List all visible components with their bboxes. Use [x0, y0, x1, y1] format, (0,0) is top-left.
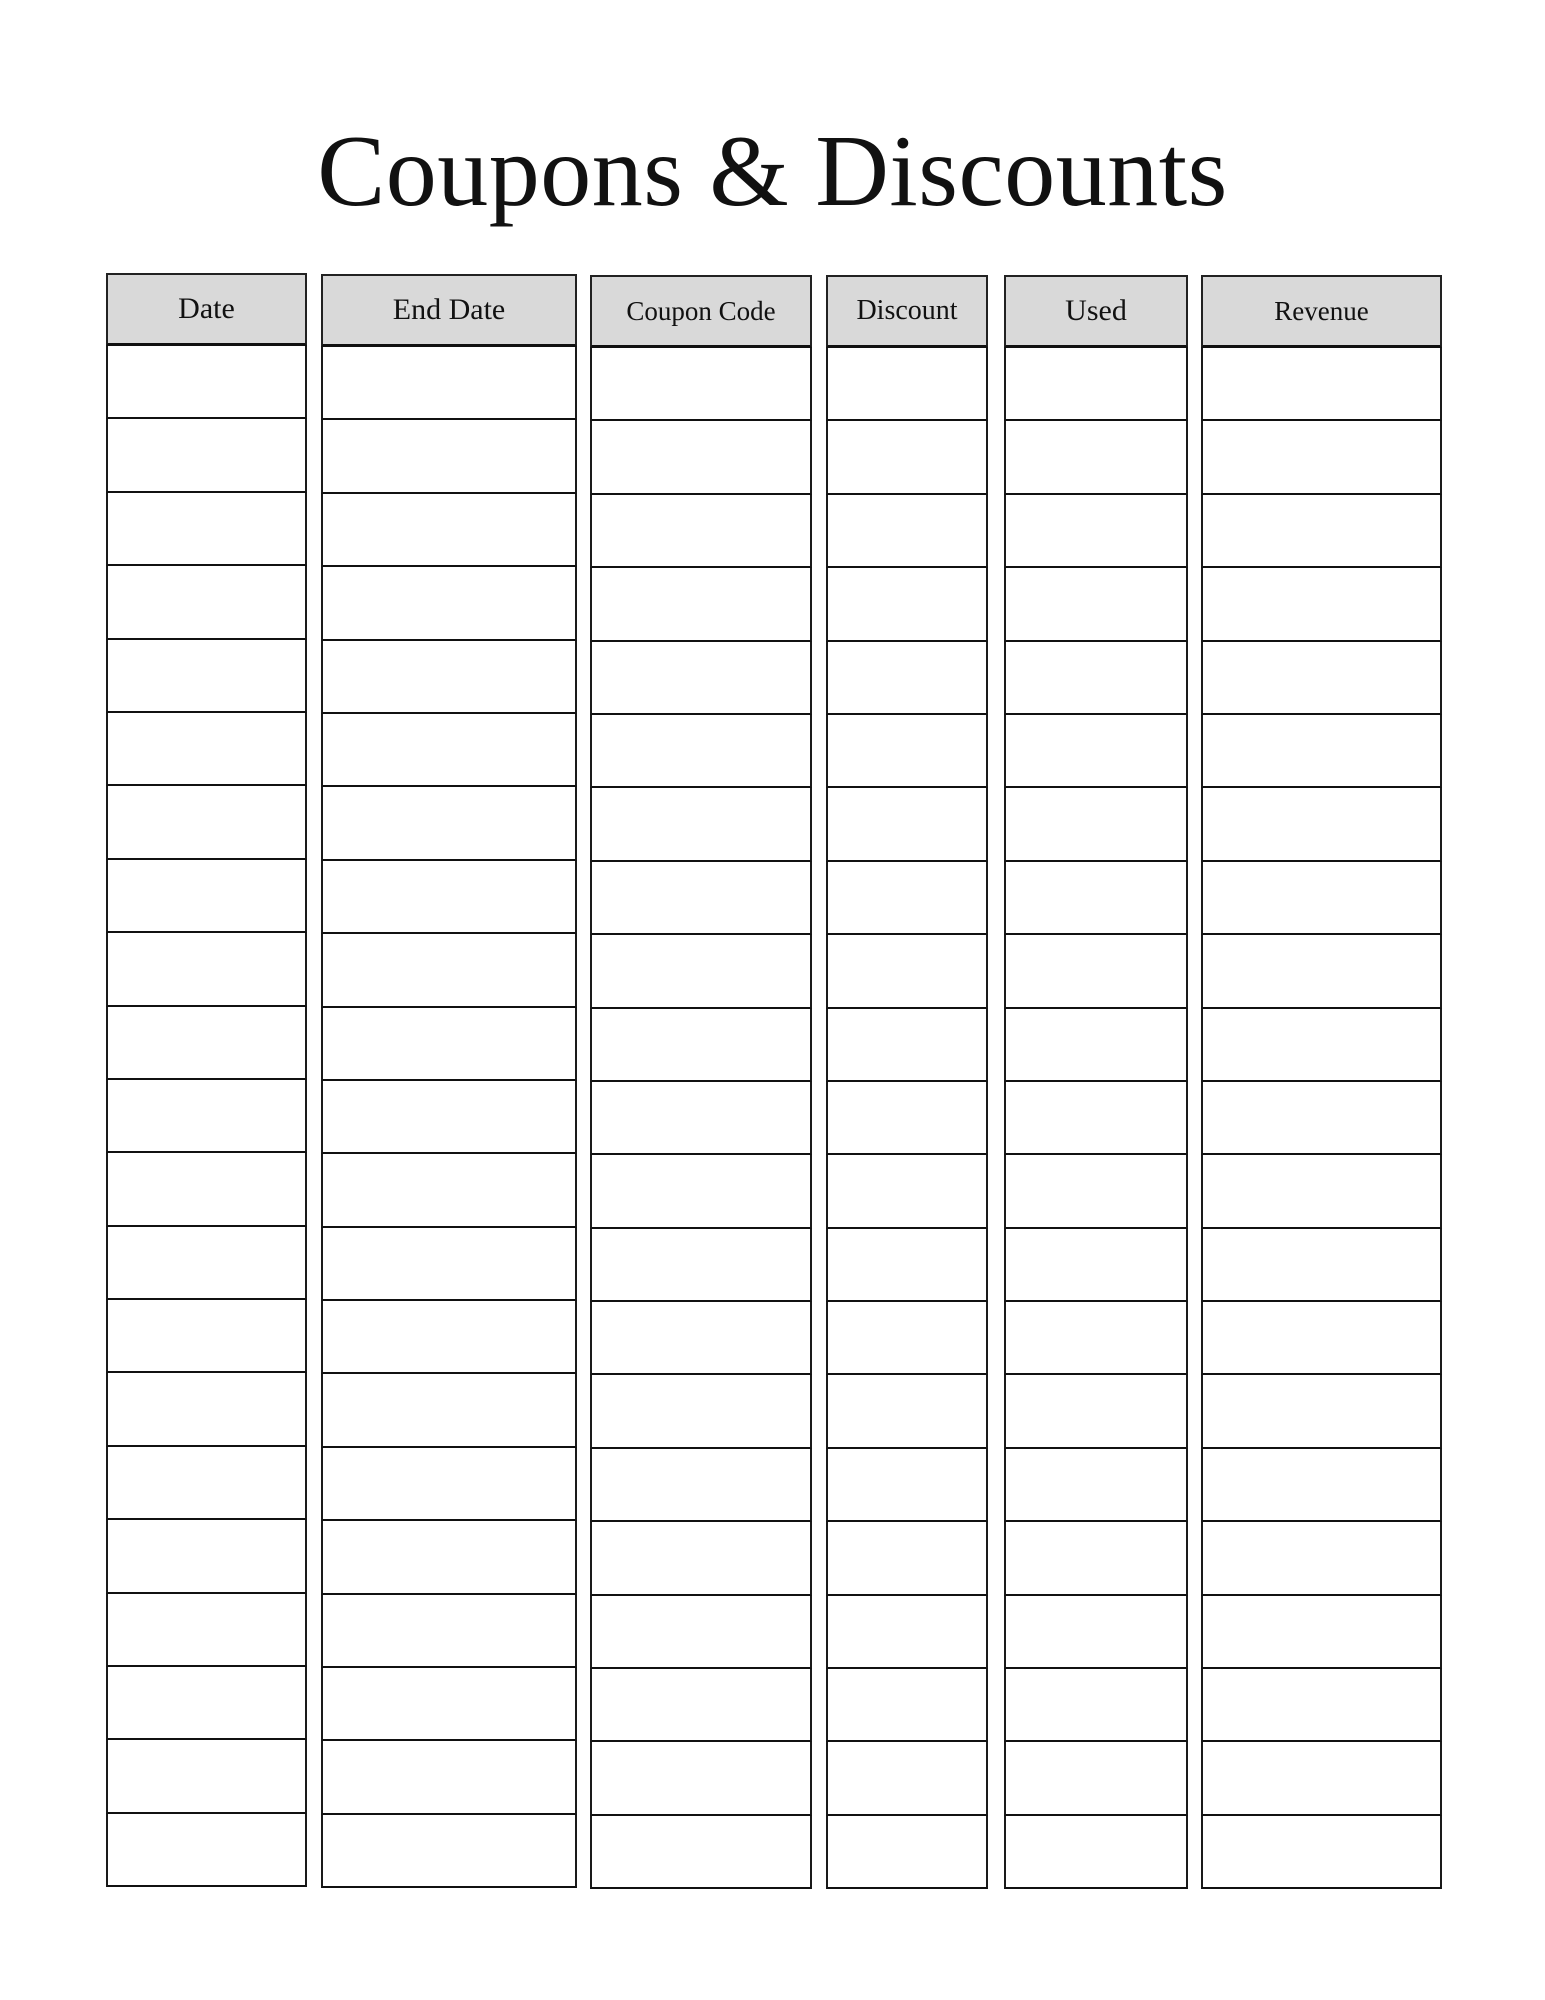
- used-field[interactable]: [1006, 1596, 1186, 1667]
- date-field[interactable]: [108, 566, 305, 637]
- cell-end-date[interactable]: [321, 1374, 577, 1447]
- cell-used[interactable]: [1004, 1229, 1188, 1302]
- coupon-code-field[interactable]: [592, 421, 810, 492]
- cell-coupon-code[interactable]: [590, 1816, 812, 1889]
- cell-date[interactable]: [106, 493, 307, 566]
- cell-discount[interactable]: [826, 421, 988, 494]
- used-field[interactable]: [1006, 1155, 1186, 1226]
- coupon-code-field[interactable]: [592, 935, 810, 1006]
- revenue-field[interactable]: [1203, 1082, 1440, 1153]
- revenue-field[interactable]: [1203, 1302, 1440, 1373]
- cell-date[interactable]: [106, 1594, 307, 1667]
- cell-coupon-code[interactable]: [590, 1082, 812, 1155]
- cell-discount[interactable]: [826, 715, 988, 788]
- cell-end-date[interactable]: [321, 1008, 577, 1081]
- cell-coupon-code[interactable]: [590, 1742, 812, 1815]
- coupon-code-field[interactable]: [592, 1669, 810, 1740]
- used-field[interactable]: [1006, 348, 1186, 419]
- cell-revenue[interactable]: [1201, 421, 1442, 494]
- end-date-field[interactable]: [323, 1595, 575, 1666]
- cell-discount[interactable]: [826, 1009, 988, 1082]
- cell-used[interactable]: [1004, 1155, 1188, 1228]
- column-header-coupon-code: Coupon Code: [590, 275, 812, 348]
- revenue-field[interactable]: [1203, 1009, 1440, 1080]
- cell-date[interactable]: [106, 786, 307, 859]
- revenue-field[interactable]: [1203, 788, 1440, 859]
- coupon-code-field[interactable]: [592, 715, 810, 786]
- cell-revenue[interactable]: [1201, 348, 1442, 421]
- discount-field[interactable]: [828, 568, 986, 639]
- revenue-field[interactable]: [1203, 1155, 1440, 1226]
- discount-field[interactable]: [828, 1229, 986, 1300]
- discount-field[interactable]: [828, 1302, 986, 1373]
- cell-revenue[interactable]: [1201, 1596, 1442, 1669]
- discount-field[interactable]: [828, 1009, 986, 1080]
- date-field[interactable]: [108, 1520, 305, 1591]
- end-date-field[interactable]: [323, 787, 575, 858]
- cell-coupon-code[interactable]: [590, 715, 812, 788]
- cell-date[interactable]: [106, 1080, 307, 1153]
- cell-discount[interactable]: [826, 1522, 988, 1595]
- column-header-date: Date: [106, 273, 307, 346]
- cell-coupon-code[interactable]: [590, 935, 812, 1008]
- cell-used[interactable]: [1004, 348, 1188, 421]
- cell-coupon-code[interactable]: [590, 421, 812, 494]
- cell-date[interactable]: [106, 1520, 307, 1593]
- revenue-field[interactable]: [1203, 1449, 1440, 1520]
- cell-date[interactable]: [106, 419, 307, 492]
- cell-coupon-code[interactable]: [590, 1449, 812, 1522]
- column-coupon-code: [590, 275, 812, 1889]
- coupon-code-field[interactable]: [592, 1596, 810, 1667]
- date-field[interactable]: [108, 1814, 305, 1885]
- cell-date[interactable]: [106, 566, 307, 639]
- end-date-field[interactable]: [323, 1154, 575, 1225]
- cell-end-date[interactable]: [321, 1301, 577, 1374]
- cell-discount[interactable]: [826, 1082, 988, 1155]
- cell-end-date[interactable]: [321, 567, 577, 640]
- cell-discount[interactable]: [826, 1596, 988, 1669]
- used-field[interactable]: [1006, 1375, 1186, 1446]
- cell-end-date[interactable]: [321, 1668, 577, 1741]
- cell-date[interactable]: [106, 713, 307, 786]
- column-cells-revenue: [1201, 348, 1442, 1889]
- used-field[interactable]: [1006, 495, 1186, 566]
- date-field[interactable]: [108, 1227, 305, 1298]
- cell-coupon-code[interactable]: [590, 1375, 812, 1448]
- date-field[interactable]: [108, 640, 305, 711]
- date-field[interactable]: [108, 1447, 305, 1518]
- cell-used[interactable]: [1004, 568, 1188, 641]
- cell-end-date[interactable]: [321, 494, 577, 567]
- date-field[interactable]: [108, 1007, 305, 1078]
- date-field[interactable]: [108, 346, 305, 417]
- discount-field[interactable]: [828, 935, 986, 1006]
- revenue-field[interactable]: [1203, 1742, 1440, 1813]
- cell-discount[interactable]: [826, 642, 988, 715]
- date-field[interactable]: [108, 419, 305, 490]
- cell-used[interactable]: [1004, 642, 1188, 715]
- cell-discount[interactable]: [826, 1155, 988, 1228]
- end-date-field[interactable]: [323, 1448, 575, 1519]
- cell-coupon-code[interactable]: [590, 495, 812, 568]
- discount-field[interactable]: [828, 1155, 986, 1226]
- cell-coupon-code[interactable]: [590, 1155, 812, 1228]
- page-title: Coupons & Discounts: [317, 115, 1228, 228]
- used-field[interactable]: [1006, 421, 1186, 492]
- cell-discount[interactable]: [826, 1375, 988, 1448]
- cell-date[interactable]: [106, 1814, 307, 1887]
- used-field[interactable]: [1006, 1669, 1186, 1740]
- used-field[interactable]: [1006, 1009, 1186, 1080]
- cell-coupon-code[interactable]: [590, 1596, 812, 1669]
- discount-field[interactable]: [828, 1816, 986, 1887]
- date-field[interactable]: [108, 933, 305, 1004]
- coupon-code-field[interactable]: [592, 862, 810, 933]
- discount-field[interactable]: [828, 642, 986, 713]
- cell-discount[interactable]: [826, 935, 988, 1008]
- cell-revenue[interactable]: [1201, 495, 1442, 568]
- discount-field[interactable]: [828, 715, 986, 786]
- cell-end-date[interactable]: [321, 641, 577, 714]
- column-cells-date: [106, 346, 307, 1887]
- cell-revenue[interactable]: [1201, 1155, 1442, 1228]
- coupon-code-field[interactable]: [592, 568, 810, 639]
- revenue-field[interactable]: [1203, 935, 1440, 1006]
- revenue-field[interactable]: [1203, 862, 1440, 933]
- cell-coupon-code[interactable]: [590, 348, 812, 421]
- cell-used[interactable]: [1004, 715, 1188, 788]
- cell-discount[interactable]: [826, 1816, 988, 1889]
- cell-coupon-code[interactable]: [590, 642, 812, 715]
- used-field[interactable]: [1006, 1742, 1186, 1813]
- cell-date[interactable]: [106, 1667, 307, 1740]
- cell-revenue[interactable]: [1201, 568, 1442, 641]
- cell-discount[interactable]: [826, 862, 988, 935]
- cell-discount[interactable]: [826, 1449, 988, 1522]
- cell-coupon-code[interactable]: [590, 568, 812, 641]
- cell-revenue[interactable]: [1201, 1449, 1442, 1522]
- end-date-field[interactable]: [323, 1815, 575, 1886]
- cell-used[interactable]: [1004, 862, 1188, 935]
- coupon-code-field[interactable]: [592, 1229, 810, 1300]
- cell-end-date[interactable]: [321, 714, 577, 787]
- cell-end-date[interactable]: [321, 1448, 577, 1521]
- revenue-field[interactable]: [1203, 1816, 1440, 1887]
- revenue-field[interactable]: [1203, 1522, 1440, 1593]
- cell-discount[interactable]: [826, 1229, 988, 1302]
- column-header-revenue: Revenue: [1201, 275, 1442, 348]
- column-header-discount: Discount: [826, 275, 988, 348]
- column-cells-discount: [826, 348, 988, 1889]
- cell-used[interactable]: [1004, 1669, 1188, 1742]
- cell-end-date[interactable]: [321, 1741, 577, 1814]
- cell-coupon-code[interactable]: [590, 1669, 812, 1742]
- cell-used[interactable]: [1004, 1302, 1188, 1375]
- coupon-code-field[interactable]: [592, 1009, 810, 1080]
- cell-used[interactable]: [1004, 1522, 1188, 1595]
- cell-discount[interactable]: [826, 1302, 988, 1375]
- revenue-field[interactable]: [1203, 1669, 1440, 1740]
- end-date-field[interactable]: [323, 1374, 575, 1445]
- end-date-field[interactable]: [323, 861, 575, 932]
- cell-date[interactable]: [106, 1007, 307, 1080]
- column-cells-used: [1004, 348, 1188, 1889]
- date-field[interactable]: [108, 493, 305, 564]
- end-date-field[interactable]: [323, 494, 575, 565]
- date-field[interactable]: [108, 1300, 305, 1371]
- cell-end-date[interactable]: [321, 420, 577, 493]
- column-discount: [826, 275, 988, 1889]
- revenue-field[interactable]: [1203, 1229, 1440, 1300]
- cell-discount[interactable]: [826, 1742, 988, 1815]
- end-date-field[interactable]: [323, 1521, 575, 1592]
- coupon-code-field[interactable]: [592, 1155, 810, 1226]
- cell-end-date[interactable]: [321, 347, 577, 420]
- cell-revenue[interactable]: [1201, 935, 1442, 1008]
- cell-used[interactable]: [1004, 935, 1188, 1008]
- revenue-field[interactable]: [1203, 348, 1440, 419]
- cell-used[interactable]: [1004, 1009, 1188, 1082]
- column-header-end-date: End Date: [321, 274, 577, 347]
- cell-revenue[interactable]: [1201, 1375, 1442, 1448]
- used-field[interactable]: [1006, 1816, 1186, 1887]
- cell-used[interactable]: [1004, 1742, 1188, 1815]
- cell-date[interactable]: [106, 933, 307, 1006]
- cell-revenue[interactable]: [1201, 1082, 1442, 1155]
- cell-discount[interactable]: [826, 495, 988, 568]
- revenue-field[interactable]: [1203, 642, 1440, 713]
- end-date-field[interactable]: [323, 1741, 575, 1812]
- cell-used[interactable]: [1004, 495, 1188, 568]
- end-date-field[interactable]: [323, 420, 575, 491]
- date-field[interactable]: [108, 1740, 305, 1811]
- date-field[interactable]: [108, 786, 305, 857]
- date-field[interactable]: [108, 1080, 305, 1151]
- date-field[interactable]: [108, 1667, 305, 1738]
- cell-revenue[interactable]: [1201, 862, 1442, 935]
- coupon-code-field[interactable]: [592, 495, 810, 566]
- used-field[interactable]: [1006, 1082, 1186, 1153]
- cell-revenue[interactable]: [1201, 788, 1442, 861]
- cell-date[interactable]: [106, 1740, 307, 1813]
- used-field[interactable]: [1006, 1522, 1186, 1593]
- column-revenue: [1201, 275, 1442, 1889]
- used-field[interactable]: [1006, 935, 1186, 1006]
- cell-coupon-code[interactable]: [590, 862, 812, 935]
- cell-date[interactable]: [106, 1447, 307, 1520]
- discount-field[interactable]: [828, 788, 986, 859]
- cell-revenue[interactable]: [1201, 642, 1442, 715]
- end-date-field[interactable]: [323, 1301, 575, 1372]
- cell-revenue[interactable]: [1201, 1669, 1442, 1742]
- column-end-date: [321, 274, 577, 1888]
- coupon-code-field[interactable]: [592, 1816, 810, 1887]
- column-used: [1004, 275, 1188, 1889]
- discount-field[interactable]: [828, 1449, 986, 1520]
- coupon-code-field[interactable]: [592, 1449, 810, 1520]
- cell-coupon-code[interactable]: [590, 1522, 812, 1595]
- end-date-field[interactable]: [323, 1668, 575, 1739]
- cell-used[interactable]: [1004, 1596, 1188, 1669]
- end-date-field[interactable]: [323, 641, 575, 712]
- date-field[interactable]: [108, 1153, 305, 1224]
- cell-end-date[interactable]: [321, 787, 577, 860]
- cell-discount[interactable]: [826, 1669, 988, 1742]
- cell-coupon-code[interactable]: [590, 1229, 812, 1302]
- column-header-used: Used: [1004, 275, 1188, 348]
- discount-field[interactable]: [828, 1742, 986, 1813]
- end-date-field[interactable]: [323, 934, 575, 1005]
- cell-coupon-code[interactable]: [590, 1009, 812, 1082]
- cell-used[interactable]: [1004, 1082, 1188, 1155]
- revenue-field[interactable]: [1203, 495, 1440, 566]
- cell-revenue[interactable]: [1201, 1009, 1442, 1082]
- date-field[interactable]: [108, 860, 305, 931]
- coupon-code-field[interactable]: [592, 642, 810, 713]
- cell-revenue[interactable]: [1201, 1522, 1442, 1595]
- discount-field[interactable]: [828, 348, 986, 419]
- cell-date[interactable]: [106, 1373, 307, 1446]
- end-date-field[interactable]: [323, 1228, 575, 1299]
- cell-end-date[interactable]: [321, 1815, 577, 1888]
- column-cells-end-date: [321, 347, 577, 1888]
- coupon-code-field[interactable]: [592, 1742, 810, 1813]
- revenue-field[interactable]: [1203, 1596, 1440, 1667]
- cell-date[interactable]: [106, 1153, 307, 1226]
- cell-used[interactable]: [1004, 1816, 1188, 1889]
- used-field[interactable]: [1006, 715, 1186, 786]
- discount-field[interactable]: [828, 1375, 986, 1446]
- revenue-field[interactable]: [1203, 715, 1440, 786]
- column-date: [106, 273, 307, 1887]
- date-field[interactable]: [108, 1594, 305, 1665]
- date-field[interactable]: [108, 713, 305, 784]
- cell-end-date[interactable]: [321, 934, 577, 1007]
- cell-revenue[interactable]: [1201, 715, 1442, 788]
- cell-end-date[interactable]: [321, 861, 577, 934]
- cell-revenue[interactable]: [1201, 1302, 1442, 1375]
- end-date-field[interactable]: [323, 714, 575, 785]
- column-cells-coupon-code: [590, 348, 812, 1889]
- used-field[interactable]: [1006, 1449, 1186, 1520]
- cell-discount[interactable]: [826, 788, 988, 861]
- discount-field[interactable]: [828, 421, 986, 492]
- date-field[interactable]: [108, 1373, 305, 1444]
- used-field[interactable]: [1006, 568, 1186, 639]
- cell-used[interactable]: [1004, 788, 1188, 861]
- revenue-field[interactable]: [1203, 1375, 1440, 1446]
- cell-end-date[interactable]: [321, 1595, 577, 1668]
- cell-used[interactable]: [1004, 1375, 1188, 1448]
- coupon-code-field[interactable]: [592, 348, 810, 419]
- used-field[interactable]: [1006, 1229, 1186, 1300]
- used-field[interactable]: [1006, 1302, 1186, 1373]
- revenue-field[interactable]: [1203, 568, 1440, 639]
- cell-coupon-code[interactable]: [590, 788, 812, 861]
- discount-field[interactable]: [828, 1669, 986, 1740]
- used-field[interactable]: [1006, 642, 1186, 713]
- used-field[interactable]: [1006, 862, 1186, 933]
- end-date-field[interactable]: [323, 347, 575, 418]
- discount-field[interactable]: [828, 1522, 986, 1593]
- cell-used[interactable]: [1004, 1449, 1188, 1522]
- cell-date[interactable]: [106, 860, 307, 933]
- cell-used[interactable]: [1004, 421, 1188, 494]
- cell-revenue[interactable]: [1201, 1229, 1442, 1302]
- cell-discount[interactable]: [826, 348, 988, 421]
- coupon-code-field[interactable]: [592, 1302, 810, 1373]
- cell-end-date[interactable]: [321, 1521, 577, 1594]
- coupon-code-field[interactable]: [592, 1082, 810, 1153]
- cell-revenue[interactable]: [1201, 1816, 1442, 1889]
- discount-field[interactable]: [828, 1082, 986, 1153]
- cell-revenue[interactable]: [1201, 1742, 1442, 1815]
- discount-field[interactable]: [828, 862, 986, 933]
- cell-end-date[interactable]: [321, 1228, 577, 1301]
- cell-discount[interactable]: [826, 568, 988, 641]
- revenue-field[interactable]: [1203, 421, 1440, 492]
- used-field[interactable]: [1006, 788, 1186, 859]
- cell-date[interactable]: [106, 640, 307, 713]
- cell-end-date[interactable]: [321, 1154, 577, 1227]
- cell-date[interactable]: [106, 346, 307, 419]
- cell-end-date[interactable]: [321, 1081, 577, 1154]
- cell-date[interactable]: [106, 1300, 307, 1373]
- cell-coupon-code[interactable]: [590, 1302, 812, 1375]
- end-date-field[interactable]: [323, 1008, 575, 1079]
- end-date-field[interactable]: [323, 1081, 575, 1152]
- end-date-field[interactable]: [323, 567, 575, 638]
- coupon-code-field[interactable]: [592, 1522, 810, 1593]
- coupon-code-field[interactable]: [592, 1375, 810, 1446]
- discount-field[interactable]: [828, 1596, 986, 1667]
- discount-field[interactable]: [828, 495, 986, 566]
- cell-date[interactable]: [106, 1227, 307, 1300]
- coupon-code-field[interactable]: [592, 788, 810, 859]
